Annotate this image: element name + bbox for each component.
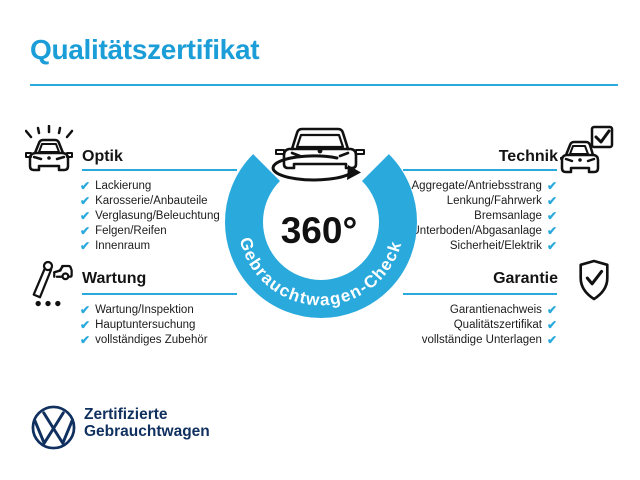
checklist-item-label: vollständige Unterlagen bbox=[421, 333, 542, 346]
check-icon: ✔ bbox=[80, 317, 91, 332]
360-check-badge bbox=[208, 104, 440, 328]
service-checklist-icon bbox=[23, 257, 73, 309]
shiny-car-icon bbox=[25, 125, 75, 177]
checklist-item-label: Hauptuntersuchung bbox=[95, 318, 196, 331]
brand-line-2: Gebrauchtwagen bbox=[84, 423, 210, 440]
check-icon: ✔ bbox=[80, 302, 91, 317]
checklist-item bbox=[450, 302, 557, 317]
check-icon: ✔ bbox=[80, 208, 91, 223]
checklist-item-label: Aggregate/Antriebsstrang bbox=[411, 179, 542, 192]
checklist-item bbox=[80, 332, 208, 347]
checklist-item-label: Lenkung/Fahrwerk bbox=[446, 194, 542, 207]
check-icon: ✔ bbox=[80, 178, 91, 193]
check-icon: ✔ bbox=[546, 332, 557, 347]
checklist-item-label: vollständiges Zubehör bbox=[95, 333, 208, 346]
checklist-item-label: Felgen/Reifen bbox=[95, 224, 167, 237]
checklist-garantie bbox=[422, 302, 557, 347]
check-icon: ✔ bbox=[546, 223, 557, 238]
checklist-optik bbox=[80, 178, 220, 253]
checklist-item-label: Karosserie/Anbauteile bbox=[95, 194, 208, 207]
vw-logo bbox=[30, 404, 77, 451]
checklist-item bbox=[447, 193, 557, 208]
section-heading-wartung: Wartung bbox=[82, 270, 147, 287]
section-heading-technik: Technik bbox=[498, 148, 558, 165]
checklist-item-label: Wartung/Inspektion bbox=[95, 303, 194, 316]
car-check-icon bbox=[560, 125, 614, 177]
checklist-item bbox=[80, 178, 220, 193]
check-icon: ✔ bbox=[546, 208, 557, 223]
checklist-item-label: Garantienachweis bbox=[449, 303, 542, 316]
checklist-item bbox=[80, 302, 208, 317]
checklist-item-label: Verglasung/Beleuchtung bbox=[95, 209, 220, 222]
check-icon: ✔ bbox=[80, 332, 91, 347]
section-heading-optik: Optik bbox=[82, 148, 123, 165]
checklist-item bbox=[80, 208, 220, 223]
checklist-item-label: Bremsanlage bbox=[474, 209, 542, 222]
brand-line-1: Zertifizierte bbox=[84, 406, 168, 423]
ring-curved-label: Gebrauchtwagen-Check bbox=[235, 235, 406, 310]
checklist-item bbox=[422, 332, 557, 347]
check-icon: ✔ bbox=[546, 302, 557, 317]
checklist-item bbox=[80, 238, 220, 253]
ring-degree-label: 360° bbox=[280, 210, 358, 251]
section-heading-garantie: Garantie bbox=[493, 270, 558, 287]
checklist-item-label: Sicherheit/Elektrik bbox=[449, 239, 542, 252]
checklist-item-label: Lackierung bbox=[95, 179, 152, 192]
check-icon: ✔ bbox=[80, 238, 91, 253]
checklist-item bbox=[450, 238, 557, 253]
checklist-item bbox=[474, 208, 557, 223]
check-icon: ✔ bbox=[80, 193, 91, 208]
title-divider bbox=[30, 84, 618, 86]
checklist-item bbox=[454, 317, 557, 332]
checklist-item bbox=[80, 223, 220, 238]
checklist-item-label: Unterboden/Abgasanlage bbox=[411, 224, 542, 237]
checklist-item bbox=[80, 317, 208, 332]
check-icon: ✔ bbox=[80, 223, 91, 238]
checklist-item bbox=[80, 193, 220, 208]
check-icon: ✔ bbox=[546, 317, 557, 332]
shield-check-icon bbox=[575, 258, 613, 302]
checklist-wartung bbox=[80, 302, 208, 347]
check-icon: ✔ bbox=[546, 178, 557, 193]
check-icon: ✔ bbox=[546, 193, 557, 208]
checklist-item-label: Innenraum bbox=[95, 239, 151, 252]
checklist-item-label: Qualitätszertifikat bbox=[453, 318, 542, 331]
check-icon: ✔ bbox=[546, 238, 557, 253]
brand-text bbox=[84, 406, 210, 440]
page-title: Qualitätszertifikat bbox=[30, 34, 260, 65]
